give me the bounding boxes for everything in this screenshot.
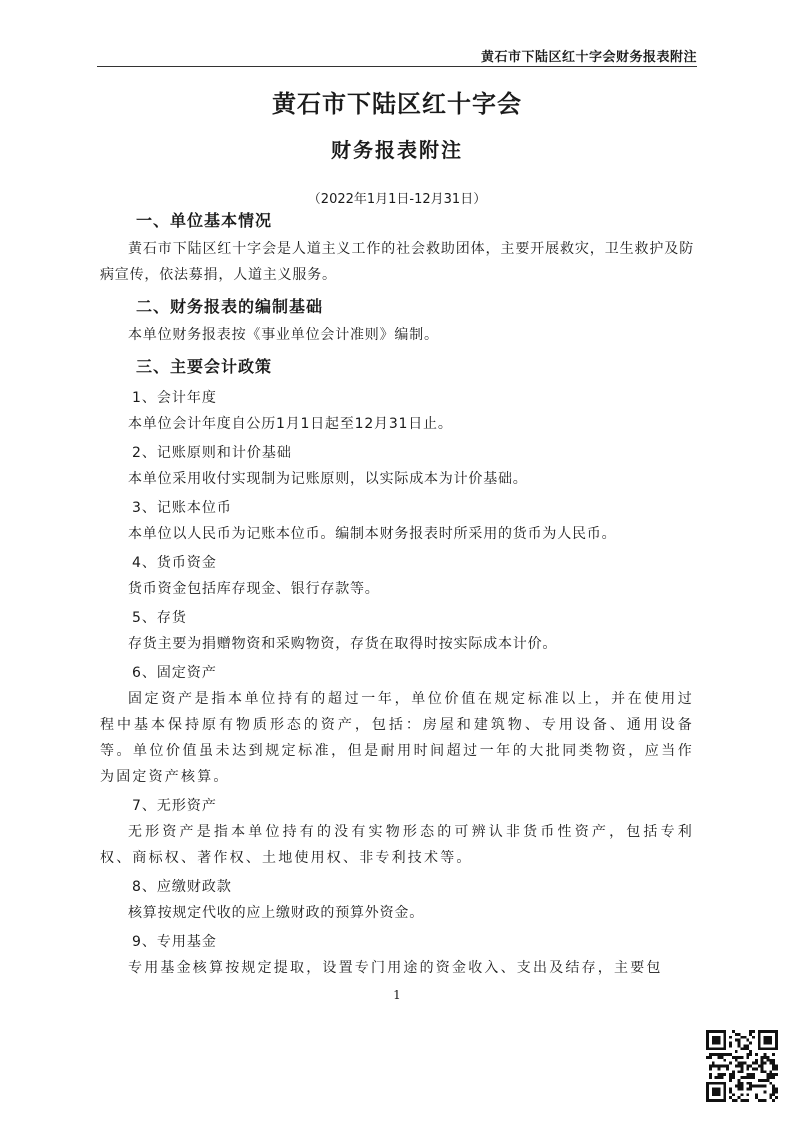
section-heading-3: 三、主要会计政策 bbox=[136, 357, 273, 376]
document-subtitle: 财务报表附注 bbox=[331, 138, 463, 162]
policy-item-title: 4、货币资金 bbox=[132, 555, 217, 571]
policy-item-text: 存货主要为捐赠物资和采购物资，存货在取得时按实际成本计价。 bbox=[128, 636, 558, 652]
policy-item-text: 本单位以人民币为记账本位币。编制本财务报表时所采用的货币为人民币。 bbox=[128, 526, 617, 542]
page-number: 1 bbox=[393, 988, 401, 1002]
policy-item-text: 本单位会计年度自公历1月1日起至12月31日止。 bbox=[128, 416, 453, 432]
policy-item-title: 2、记账原则和计价基础 bbox=[132, 445, 292, 461]
document-body bbox=[100, 206, 694, 981]
section-text-1: 黄石市下陆区红十字会是人道主义工作的社会救助团体，主要开展救灾，卫生救护及防病宣传，依法募捐，人道主义服务。 bbox=[100, 241, 694, 283]
policy-item-title: 1、会计年度 bbox=[132, 390, 217, 406]
policy-item-text: 专用基金核算按规定提取，设置专门用途的资金收入、支出及结存，主要包 bbox=[128, 960, 663, 976]
section-heading-1: 一、单位基本情况 bbox=[136, 211, 273, 230]
policy-item-title: 5、存货 bbox=[132, 610, 187, 626]
policy-item-text: 无形资产是指本单位持有的没有实物形态的可辨认非货币性资产，包括专利权、商标权、著作权、土地使用权、非专利技术等。 bbox=[100, 824, 694, 866]
document-title: 黄石市下陆区红十字会 bbox=[272, 90, 522, 118]
header-divider bbox=[97, 66, 697, 67]
policy-item-title: 6、固定资产 bbox=[132, 665, 217, 681]
policy-item-text: 核算按规定代收的应上缴财政的预算外资金。 bbox=[128, 905, 424, 921]
reporting-period: （2022年1月1日-12月31日） bbox=[307, 192, 487, 207]
policy-item-title: 9、专用基金 bbox=[132, 934, 217, 950]
policy-item-title: 8、应缴财政款 bbox=[132, 879, 232, 895]
policy-item-title: 7、无形资产 bbox=[132, 798, 217, 814]
policy-item-text: 固定资产是指本单位持有的超过一年，单位价值在规定标准以上，并在使用过程中基本保持原有物质形态的资产，包括：房屋和建筑物、专用设备、通用设备等。单位价值虽未达到规定标准，但是耐用时间超过一年的大批同类物资，应当作为固定资产核算。 bbox=[100, 691, 694, 785]
section-heading-2: 二、财务报表的编制基础 bbox=[136, 297, 324, 316]
policy-item-text: 货币资金包括库存现金、银行存款等。 bbox=[128, 581, 380, 597]
policy-item-text: 本单位采用收付实现制为记账原则，以实际成本为计价基础。 bbox=[128, 471, 528, 487]
section-text-2: 本单位财务报表按《事业单位会计准则》编制。 bbox=[128, 327, 439, 343]
policy-item-title: 3、记账本位币 bbox=[132, 500, 232, 516]
running-header: 黄石市下陆区红十字会财务报表附注 bbox=[480, 50, 697, 65]
qr-code-icon bbox=[706, 1030, 778, 1102]
